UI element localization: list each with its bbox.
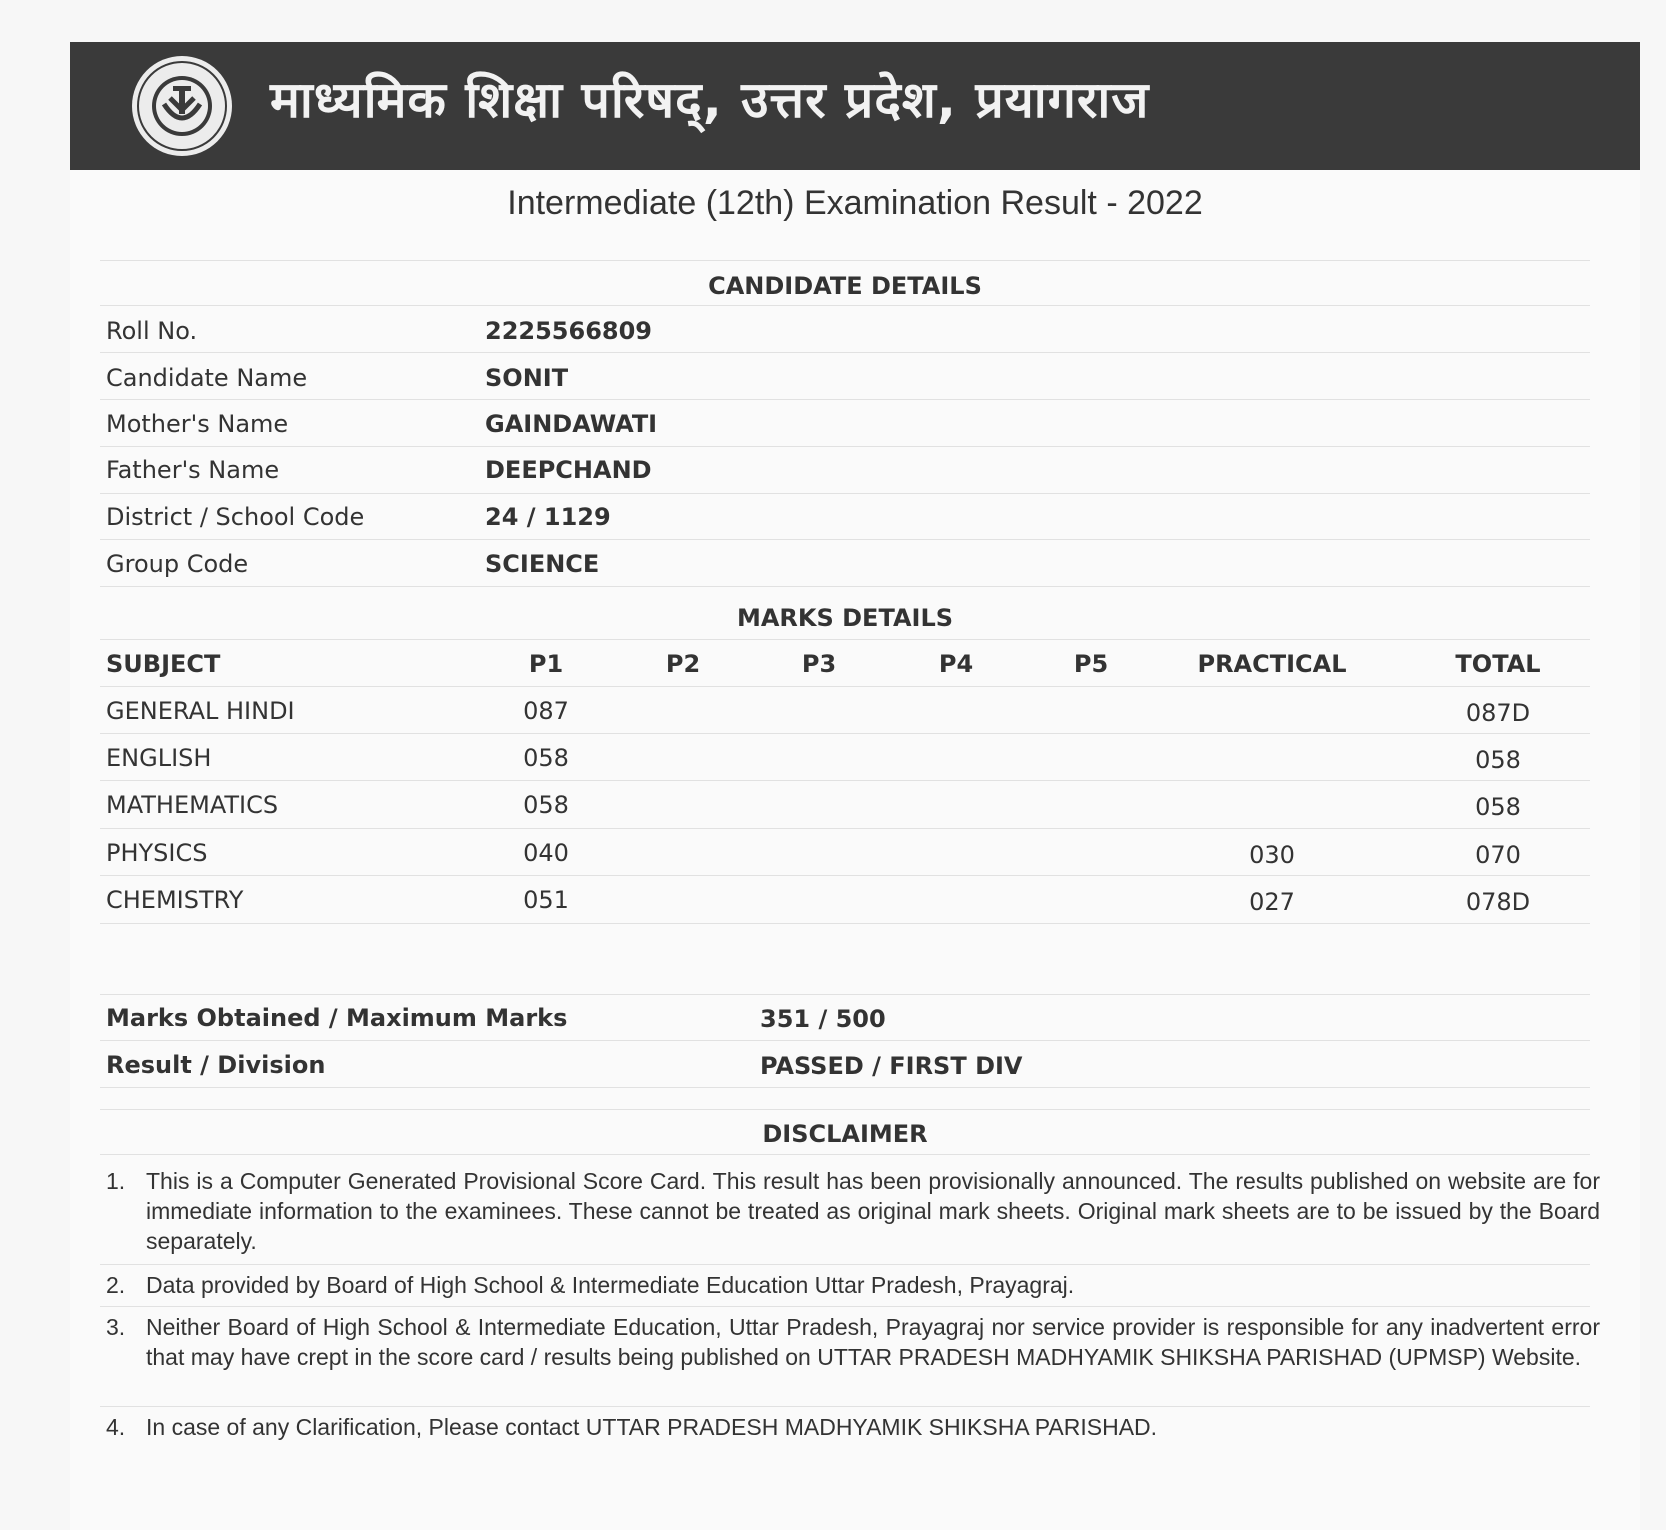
- total-cell: 087D: [1465, 699, 1531, 727]
- column-header-p4: P4: [938, 650, 974, 678]
- subject-cell: CHEMISTRY: [106, 886, 244, 914]
- divider: [100, 733, 1590, 734]
- disclaimer-item: [106, 1312, 1666, 1408]
- total-cell: 070: [1475, 841, 1521, 869]
- practical-cell: 030: [1249, 841, 1295, 869]
- divider: [100, 1087, 1590, 1088]
- mother-name-value: GAINDAWATI: [485, 410, 658, 438]
- board-name: माध्यमिक शिक्षा परिषद्, उत्तर प्रदेश, प्रयागराज: [270, 71, 1150, 129]
- divider: [100, 399, 1590, 400]
- marks-obtained-label: Marks Obtained / Maximum Marks: [106, 1004, 568, 1032]
- divider: [100, 1109, 1590, 1110]
- divider: [100, 780, 1590, 781]
- header-banner: [70, 42, 1640, 170]
- exam-title: Intermediate (12th) Examination Result - 2022: [507, 184, 1203, 222]
- divider: [100, 305, 1590, 306]
- p1-cell: 051: [523, 886, 569, 914]
- p1-cell: 040: [523, 839, 569, 867]
- column-header-practical: PRACTICAL: [1197, 650, 1347, 678]
- result-sheet: [70, 42, 1640, 1530]
- divider: [100, 493, 1590, 494]
- subject-cell: PHYSICS: [106, 839, 208, 867]
- disclaimer-number: 2.: [106, 1272, 126, 1298]
- result-division-value: PASSED / FIRST DIV: [760, 1052, 1023, 1080]
- divider: [100, 1040, 1590, 1041]
- group-code-value: SCIENCE: [485, 550, 600, 578]
- total-cell: 078D: [1465, 888, 1531, 916]
- divider: [100, 923, 1590, 924]
- divider: [100, 994, 1590, 995]
- divider: [100, 586, 1590, 587]
- result-division-label: Result / Division: [106, 1051, 326, 1079]
- subject-cell: GENERAL HINDI: [106, 697, 295, 725]
- disclaimer-number: 1.: [106, 1168, 126, 1194]
- marks-obtained-value: 351 / 500: [760, 1005, 886, 1033]
- disclaimer-text: In case of any Clarification, Please contact UTTAR PRADESH MADHYAMIK SHIKSHA PARISHAD.: [146, 1414, 1158, 1440]
- total-cell: 058: [1475, 746, 1521, 774]
- column-header-p5: P5: [1073, 650, 1109, 678]
- father-name-value: DEEPCHAND: [485, 456, 652, 484]
- mother-name-label: Mother's Name: [106, 410, 289, 438]
- father-name-label: Father's Name: [106, 456, 280, 484]
- divider: [100, 686, 1590, 687]
- column-header-subject: SUBJECT: [106, 650, 221, 678]
- disclaimer-text: This is a Computer Generated Provisional Score Card. This result has been provisionally announced. The results published on website are for immediate information to the examinees. These cannot be treated as original mark sheets. Original mark sheets are to be issued by the Board separately.: [146, 1168, 1600, 1254]
- group-code-label: Group Code: [106, 550, 249, 578]
- p1-cell: 058: [523, 744, 569, 772]
- candidate-details-heading: CANDIDATE DETAILS: [708, 272, 982, 300]
- divider: [100, 1264, 1590, 1265]
- roll-no-value: 2225566809: [485, 317, 652, 345]
- divider: [100, 828, 1590, 829]
- candidate-name-value: SONIT: [485, 364, 569, 392]
- district-school-code-label: District / School Code: [106, 503, 365, 531]
- column-header-total: TOTAL: [1455, 650, 1541, 678]
- upmsp-seal-logo: [130, 54, 234, 158]
- total-cell: 058: [1475, 793, 1521, 821]
- column-header-p3: P3: [801, 650, 837, 678]
- subject-cell: MATHEMATICS: [106, 791, 279, 819]
- divider: [100, 1306, 1590, 1307]
- column-header-p1: P1: [528, 650, 564, 678]
- p1-cell: 058: [523, 791, 569, 819]
- disclaimer-item: [106, 1166, 1666, 1262]
- roll-no-label: Roll No.: [106, 317, 198, 345]
- district-school-code-value: 24 / 1129: [485, 503, 611, 531]
- divider: [100, 352, 1590, 353]
- disclaimer-text: Neither Board of High School & Intermediate Education, Uttar Pradesh, Prayagraj nor service provider is responsible for any inadvertent error that may have crept in the score card / results being published on UTTAR PRADESH MADHYAMIK SHIKSHA PARISHAD (UPMSP) Website.: [146, 1314, 1600, 1370]
- column-header-p2: P2: [665, 650, 701, 678]
- disclaimer-text: Data provided by Board of High School & Intermediate Education Uttar Pradesh, Prayagraj.: [146, 1272, 1075, 1298]
- divider: [100, 639, 1590, 640]
- divider: [100, 1154, 1590, 1155]
- divider: [100, 1406, 1590, 1407]
- disclaimer-number: 4.: [106, 1414, 126, 1440]
- subject-cell: ENGLISH: [106, 744, 212, 772]
- disclaimer-item: [106, 1270, 1666, 1304]
- divider: [100, 446, 1590, 447]
- divider: [100, 875, 1590, 876]
- disclaimer-number: 3.: [106, 1314, 126, 1340]
- divider: [100, 539, 1590, 540]
- disclaimer-item: [106, 1412, 1666, 1446]
- p1-cell: 087: [523, 697, 569, 725]
- marks-details-heading: MARKS DETAILS: [736, 604, 954, 632]
- disclaimer-heading: DISCLAIMER: [762, 1120, 928, 1148]
- candidate-name-label: Candidate Name: [106, 364, 308, 392]
- divider: [100, 260, 1590, 261]
- practical-cell: 027: [1249, 888, 1295, 916]
